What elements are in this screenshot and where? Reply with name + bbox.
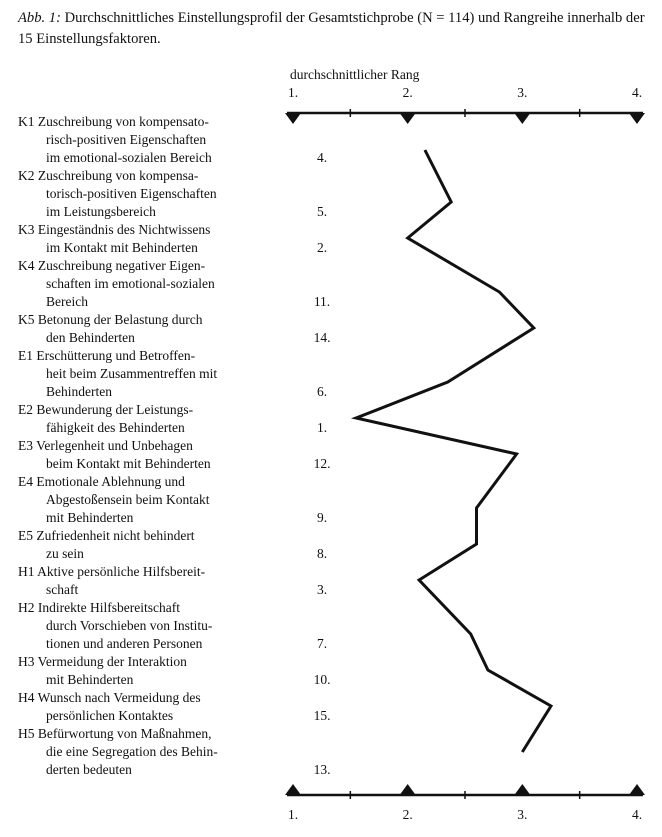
- factor-label-e5: [18, 528, 195, 561]
- bottom-triangle-marker: [285, 784, 301, 795]
- factor-label-line: H5 Befürwortung von Maßnahmen,: [18, 726, 212, 741]
- factor-label-line: mit Behinderten: [46, 510, 134, 525]
- factor-label-k2: [18, 168, 217, 219]
- rank-label-k2: 5.: [316, 204, 328, 219]
- rank-label-e1: 6.: [316, 384, 328, 399]
- rank-label-e2: 1.: [316, 420, 328, 435]
- rank-label-h1: 3.: [316, 582, 328, 597]
- factor-label-k1: [18, 114, 212, 165]
- factor-label-line: E5 Zufriedenheit nicht behindert: [18, 528, 195, 543]
- factor-label-line: die eine Segregation des Behin-: [46, 744, 218, 759]
- factor-label-k3: [18, 222, 210, 255]
- factor-label-e1: [18, 348, 217, 399]
- factor-label-line: durch Vorschieben von Institu-: [46, 618, 213, 633]
- bottom-triangle-marker: [400, 784, 416, 795]
- top-tick-label: 2.: [402, 85, 413, 100]
- factor-label-line: E2 Bewunderung der Leistungs-: [18, 402, 194, 417]
- factor-label-k4: [18, 258, 215, 309]
- factor-label-line: schaften im emotional-sozialen: [46, 276, 215, 291]
- factor-label-h4: [18, 690, 201, 723]
- rank-label-e5: 8.: [316, 546, 328, 561]
- factor-label-line: derten bedeuten: [46, 762, 132, 777]
- factor-label-k5: [18, 312, 203, 345]
- factor-label-line: K3 Eingeständnis des Nichtwissens: [18, 222, 211, 237]
- factor-label-e3: [18, 438, 211, 471]
- factor-label-line: tionen und anderen Personen: [46, 636, 203, 651]
- factor-label-line: H1 Aktive persönliche Hilfsbereit-: [18, 564, 206, 579]
- top-tick-label: 4.: [631, 85, 643, 100]
- rank-label-e3: 12.: [313, 456, 331, 471]
- bottom-tick-label: 4.: [631, 807, 643, 822]
- factor-label-line: Abgestoßensein beim Kontakt: [46, 492, 210, 507]
- factor-label-h3: [18, 654, 187, 687]
- rank-label-h2: 7.: [316, 636, 328, 651]
- factor-label-e4: [18, 474, 210, 525]
- factor-label-line: K4 Zuschreibung negativer Eigen-: [18, 258, 206, 273]
- factor-label-line: risch-positiven Eigenschaften: [46, 132, 207, 147]
- factor-label-h2: [18, 600, 213, 651]
- factor-label-line: im Leistungsbereich: [46, 204, 156, 219]
- top-triangle-marker: [285, 113, 301, 124]
- caption-text: Durchschnittliches Einstellungsprofil der Gesamtstichprobe (N = 114) und Rangreihe innerhalb der 15 Einstellungsfaktoren.: [18, 10, 645, 47]
- axis-title: durchschnittlicher Rang: [290, 67, 420, 82]
- factor-label-line: zu sein: [46, 546, 84, 561]
- rank-labels: [314, 150, 331, 777]
- factor-label-line: schaft: [46, 582, 79, 597]
- factor-label-line: mit Behinderten: [46, 672, 134, 687]
- factor-labels: [18, 114, 218, 777]
- factor-label-line: fähigkeit des Behinderten: [46, 420, 185, 435]
- factor-label-line: E4 Emotionale Ablehnung und: [18, 474, 185, 489]
- bottom-triangle-marker: [629, 784, 645, 795]
- top-triangle-marker: [400, 113, 416, 124]
- factor-label-line: H3 Vermeidung der Interaktion: [18, 654, 187, 669]
- rank-label-k5: 14.: [313, 330, 331, 345]
- factor-label-line: K5 Betonung der Belastung durch: [18, 312, 203, 327]
- rank-label-h4: 15.: [313, 708, 331, 723]
- rank-label-e4: 9.: [316, 510, 328, 525]
- caption-label: Abb. 1:: [18, 10, 61, 26]
- bottom-tick-label: 3.: [517, 807, 528, 822]
- factor-label-h1: [18, 564, 206, 597]
- rank-label-h5: 13.: [313, 762, 331, 777]
- top-triangle-marker: [629, 113, 645, 124]
- bottom-triangle-marker: [514, 784, 530, 795]
- bottom-axis: [285, 784, 645, 822]
- top-tick-label: 1.: [287, 85, 299, 100]
- factor-label-line: im Kontakt mit Behinderten: [46, 240, 198, 255]
- factor-label-line: H4 Wunsch nach Vermeidung des: [18, 690, 201, 705]
- bottom-tick-label: 1.: [287, 807, 299, 822]
- factor-label-line: heit beim Zusammentreffen mit: [46, 366, 218, 381]
- rank-label-k3: 2.: [316, 240, 328, 255]
- profile-line: [356, 150, 551, 752]
- factor-label-line: torisch-positiven Eigenschaften: [46, 186, 217, 201]
- factor-label-e2: [18, 402, 194, 435]
- factor-label-line: E3 Verlegenheit und Unbehagen: [18, 438, 193, 453]
- factor-label-line: E1 Erschütterung und Betroffen-: [18, 348, 196, 363]
- rank-label-k4: 11.: [313, 294, 331, 309]
- factor-label-line: im emotional-sozialen Bereich: [46, 150, 212, 165]
- top-axis: [285, 85, 645, 124]
- factor-label-line: Bereich: [46, 294, 88, 309]
- factor-label-line: Behinderten: [46, 384, 112, 399]
- factor-label-line: K1 Zuschreibung von kompensato-: [18, 114, 209, 129]
- top-triangle-marker: [514, 113, 530, 124]
- rank-label-h3: 10.: [313, 672, 331, 687]
- bottom-tick-label: 2.: [402, 807, 413, 822]
- factor-label-line: K2 Zuschreibung von kompensa-: [18, 168, 199, 183]
- factor-label-line: beim Kontakt mit Behinderten: [46, 456, 211, 471]
- factor-label-line: den Behinderten: [46, 330, 135, 345]
- factor-label-line: persönlichen Kontaktes: [46, 708, 174, 723]
- factor-label-h5: [18, 726, 218, 777]
- top-tick-label: 3.: [517, 85, 528, 100]
- factor-label-line: H2 Indirekte Hilfsbereitschaft: [18, 600, 180, 615]
- rank-label-k1: 4.: [316, 150, 328, 165]
